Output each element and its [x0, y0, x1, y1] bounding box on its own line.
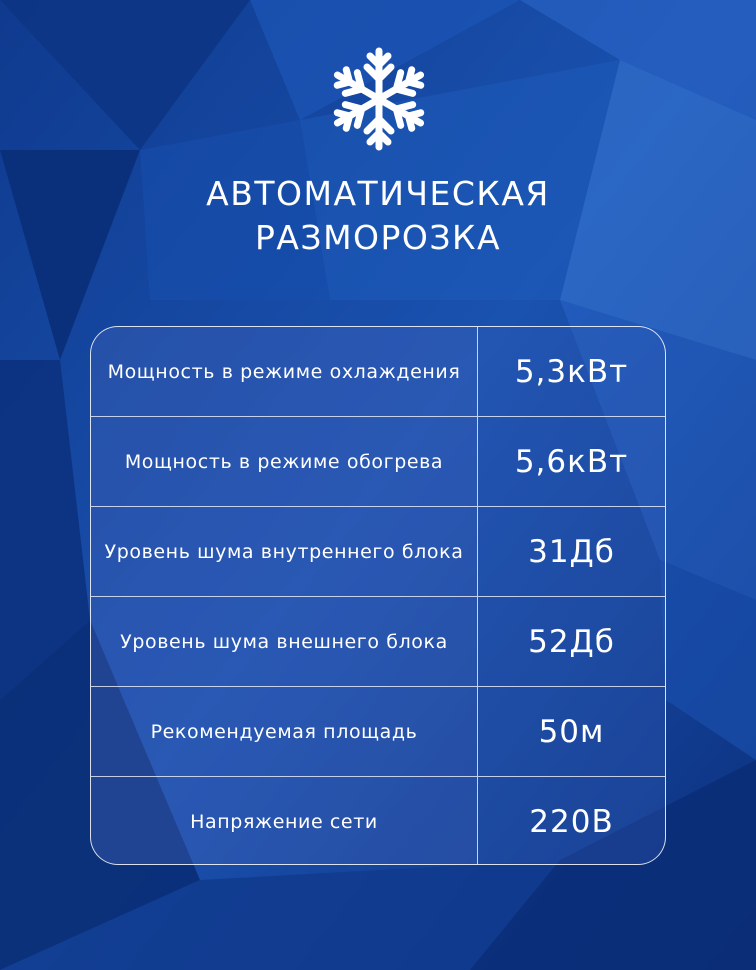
spec-value: 220В	[478, 777, 665, 865]
spec-label: Уровень шума внутреннего блока	[91, 507, 478, 596]
spec-row	[91, 776, 665, 865]
spec-value: 50м	[478, 687, 665, 776]
spec-value: 5,6кВт	[478, 417, 665, 506]
title-line-2: РАЗМОРОЗКА	[254, 218, 502, 257]
spec-value: 5,3кВт	[478, 327, 665, 416]
spec-row	[91, 596, 665, 686]
spec-row	[91, 416, 665, 506]
page-title	[0, 172, 756, 260]
spec-row	[91, 327, 665, 416]
spec-label: Рекомендуемая площадь	[91, 687, 478, 776]
specs-table	[90, 326, 666, 865]
spec-row	[91, 686, 665, 776]
title-line-1: АВТОМАТИЧЕСКАЯ	[206, 174, 550, 213]
spec-label: Мощность в режиме охлаждения	[91, 327, 478, 416]
spec-label: Напряжение сети	[91, 777, 478, 865]
spec-row	[91, 506, 665, 596]
spec-label: Уровень шума внешнего блока	[91, 597, 478, 686]
spec-value: 31Дб	[478, 507, 665, 596]
spec-label: Мощность в режиме обогрева	[91, 417, 478, 506]
snowflake-icon	[328, 44, 430, 154]
spec-value: 52Дб	[478, 597, 665, 686]
